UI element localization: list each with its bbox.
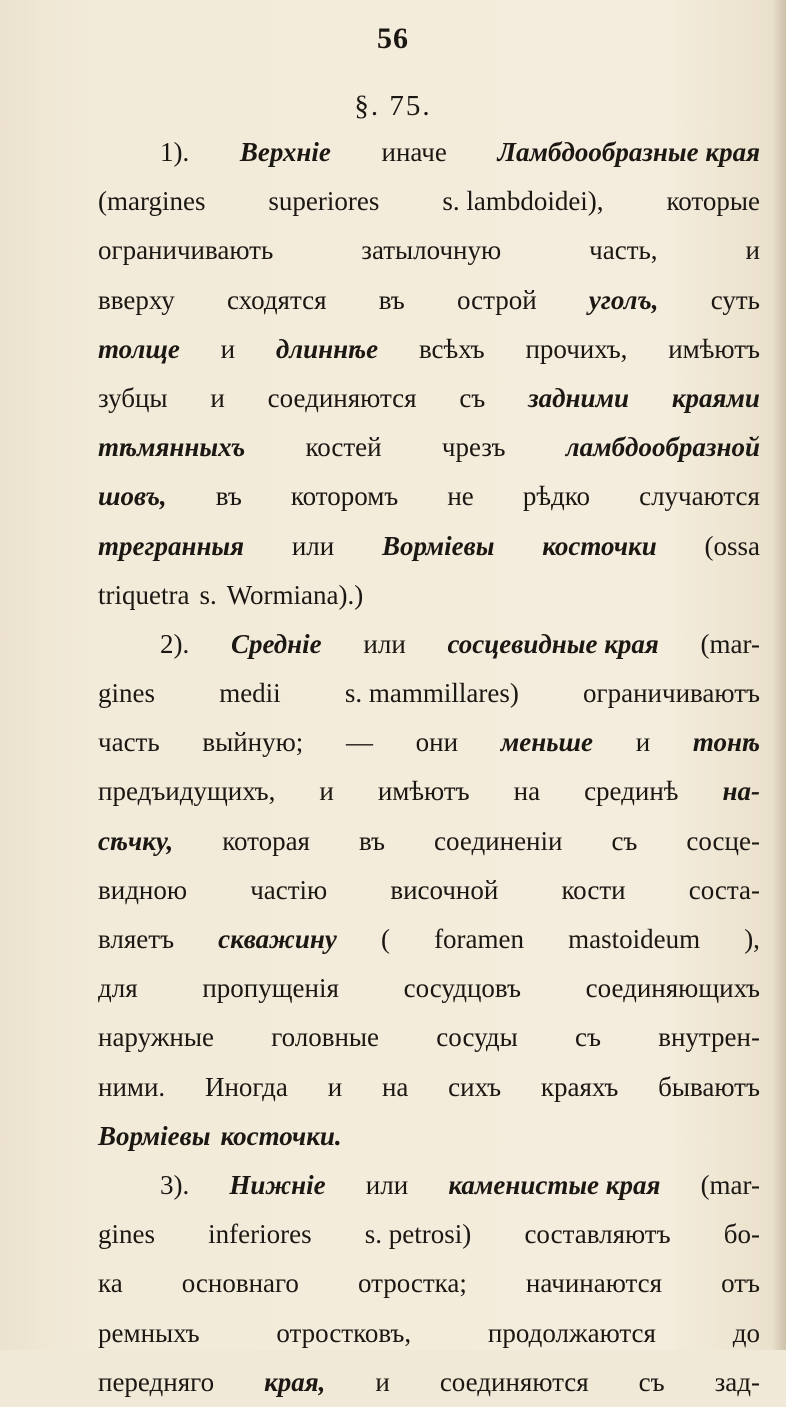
italic-term: края, xyxy=(264,1366,326,1397)
word: зубцы xyxy=(98,382,168,413)
word: и xyxy=(327,1071,343,1102)
word: Wormiana).) xyxy=(226,579,364,610)
italic-term: уголъ, xyxy=(588,284,659,315)
word: сосце- xyxy=(686,825,760,856)
word: или xyxy=(291,530,335,561)
word: острой xyxy=(456,284,537,315)
word: продолжаются xyxy=(487,1317,656,1348)
word: ка xyxy=(98,1268,123,1299)
text-line xyxy=(98,177,760,226)
word: до xyxy=(732,1317,760,1348)
italic-term: скважину xyxy=(218,924,337,954)
word: которомъ xyxy=(290,481,399,512)
word: имѣютъ xyxy=(668,333,760,364)
section-heading: §. 75. xyxy=(354,90,432,122)
text-line xyxy=(98,522,760,571)
text-line xyxy=(98,374,760,423)
word: на xyxy=(381,1071,409,1102)
word: начинаются xyxy=(525,1268,663,1299)
text-line xyxy=(98,325,760,374)
text-line xyxy=(98,128,760,177)
word: triquetra xyxy=(98,579,190,610)
word: вляетъ xyxy=(98,924,175,954)
word: и xyxy=(319,776,334,807)
word: соединяются xyxy=(439,1366,589,1397)
italic-term: трегранныя xyxy=(98,530,245,561)
word: суть xyxy=(710,284,760,315)
word: ними. xyxy=(98,1071,166,1102)
word: которые xyxy=(666,186,760,217)
word: (mar- xyxy=(700,1169,760,1200)
text-line xyxy=(98,1013,760,1062)
text-line xyxy=(98,767,760,816)
text-line xyxy=(98,1358,760,1407)
text-line xyxy=(98,571,760,620)
word: кости xyxy=(561,874,626,905)
word: сходятся xyxy=(227,284,327,315)
word: отростка; xyxy=(357,1268,467,1299)
text-line xyxy=(98,915,760,964)
word: ограничиваютъ xyxy=(583,678,760,709)
word: передняго xyxy=(98,1366,215,1397)
word: въ xyxy=(378,284,405,315)
word: s. xyxy=(199,579,217,610)
word: видною xyxy=(98,874,188,905)
word: и xyxy=(745,235,760,266)
word: s. lambdoidei), xyxy=(442,186,604,217)
text-line xyxy=(98,1210,760,1259)
word: или xyxy=(365,1169,409,1200)
italic-term: Среднiе xyxy=(230,628,322,659)
word: случаются xyxy=(639,481,760,512)
word: соединяющихъ xyxy=(585,973,760,1004)
word: ремныхъ xyxy=(98,1317,200,1348)
word: s. mammillares) xyxy=(344,678,519,709)
word: въ xyxy=(215,481,242,512)
word: superiores xyxy=(268,186,380,217)
word: всѣхъ xyxy=(418,333,485,364)
italic-term: косточки xyxy=(542,530,657,561)
text-line xyxy=(98,472,760,521)
italic-term: меньше xyxy=(500,727,594,758)
italic-term: тонѣ xyxy=(692,727,760,758)
word: бо- xyxy=(723,1219,760,1250)
word: и xyxy=(635,727,651,758)
word: для xyxy=(98,973,138,1004)
italic-term: Вормiевы xyxy=(382,530,495,561)
word: вверху xyxy=(98,284,175,315)
word: которая xyxy=(222,825,310,856)
word: и xyxy=(375,1366,390,1397)
word: основнаго xyxy=(181,1268,299,1299)
italic-term: каменистые края xyxy=(448,1169,661,1200)
text-line xyxy=(98,423,760,472)
page-number: 56 xyxy=(377,22,409,55)
italic-term: сосцевидные края xyxy=(447,628,659,659)
italic-term: краями xyxy=(671,382,760,413)
italic-term: длиннѣе xyxy=(275,333,379,364)
word: съ xyxy=(459,382,486,413)
word: срединѣ xyxy=(584,776,679,807)
text-line xyxy=(98,1309,760,1358)
word: головные xyxy=(271,1022,380,1053)
word: (margines xyxy=(98,186,206,217)
word: сосудцовъ xyxy=(403,973,521,1004)
page-edge-shadow xyxy=(772,0,786,1350)
word: съ xyxy=(611,825,638,856)
text-line xyxy=(98,1259,760,1308)
italic-term: Верхнiе xyxy=(239,137,331,167)
italic-term: шовъ, xyxy=(98,481,167,512)
word: костей xyxy=(305,432,382,463)
word: часть xyxy=(98,727,160,758)
text-line xyxy=(98,1112,760,1161)
italic-term: косточки. xyxy=(220,1120,342,1151)
word: (ossa xyxy=(704,530,760,561)
word: s. petrosi) xyxy=(364,1219,472,1250)
text-line xyxy=(98,1063,760,1112)
word: рѣдко xyxy=(522,481,591,512)
word: отъ xyxy=(721,1268,760,1299)
word: mastoideum xyxy=(568,924,701,954)
word: gines xyxy=(98,678,155,709)
body-text xyxy=(98,128,760,1407)
word: или xyxy=(363,628,406,659)
word: gines xyxy=(98,1219,155,1250)
word: 3). xyxy=(160,1169,190,1200)
word: inferiores xyxy=(208,1219,312,1250)
text-line xyxy=(98,226,760,275)
word: пропущенiя xyxy=(202,973,339,1004)
word: предъидущихъ, xyxy=(98,776,276,807)
word: ( xyxy=(380,924,390,954)
word: не xyxy=(447,481,474,512)
italic-term: сѣчку, xyxy=(98,825,174,856)
word: foramen xyxy=(434,924,525,954)
word: прочихъ, xyxy=(525,333,628,364)
word: иначе xyxy=(381,137,447,167)
word: соста- xyxy=(688,874,760,905)
word: medii xyxy=(219,678,281,709)
word: соединенiи xyxy=(434,825,563,856)
word: они xyxy=(415,727,459,758)
text-line xyxy=(98,817,760,866)
word: составляютъ xyxy=(524,1219,671,1250)
word: сосуды xyxy=(436,1022,518,1053)
italic-term: тѣмянныхъ xyxy=(98,432,246,463)
word: выйную; xyxy=(202,727,304,758)
italic-term: ламбдообразной xyxy=(565,432,760,463)
word: и xyxy=(210,382,225,413)
word: внутрен- xyxy=(658,1022,760,1053)
italic-term: Нижнiе xyxy=(229,1169,326,1200)
italic-term: Вормiевы xyxy=(98,1120,211,1151)
word: съ xyxy=(638,1366,665,1397)
word: соединяются xyxy=(267,382,417,413)
word: и xyxy=(220,333,236,364)
text-line xyxy=(98,718,760,767)
text-line xyxy=(98,620,760,669)
word: наружные xyxy=(98,1022,214,1053)
word: ), xyxy=(744,924,760,954)
word: отростковъ, xyxy=(276,1317,412,1348)
word: зад- xyxy=(714,1366,760,1397)
italic-term: толще xyxy=(98,333,180,364)
word: съ xyxy=(575,1022,601,1053)
word: — xyxy=(345,727,373,758)
text-line xyxy=(98,1161,760,1210)
word: частiю xyxy=(250,874,328,905)
word: въ xyxy=(358,825,386,856)
italic-term: Ламбдообразные края xyxy=(497,137,760,167)
word: 2). xyxy=(160,628,190,659)
word: сихъ xyxy=(448,1071,502,1102)
italic-term: на- xyxy=(722,776,760,807)
word: (mar- xyxy=(700,628,760,659)
word: 1). xyxy=(160,137,190,167)
word: Иногда xyxy=(204,1071,288,1102)
word: затылочную xyxy=(361,235,502,266)
text-line xyxy=(98,964,760,1013)
word: краяхъ xyxy=(540,1071,619,1102)
word: на xyxy=(513,776,541,807)
text-line xyxy=(98,669,760,718)
word: чрезъ xyxy=(441,432,506,463)
word: имѣютъ xyxy=(377,776,470,807)
italic-term: задними xyxy=(528,382,630,413)
text-line xyxy=(98,866,760,915)
word: височной xyxy=(390,874,499,905)
word: часть, xyxy=(589,235,658,266)
word: бываютъ xyxy=(658,1071,760,1102)
text-line xyxy=(98,276,760,325)
word: ограничивають xyxy=(98,235,274,266)
